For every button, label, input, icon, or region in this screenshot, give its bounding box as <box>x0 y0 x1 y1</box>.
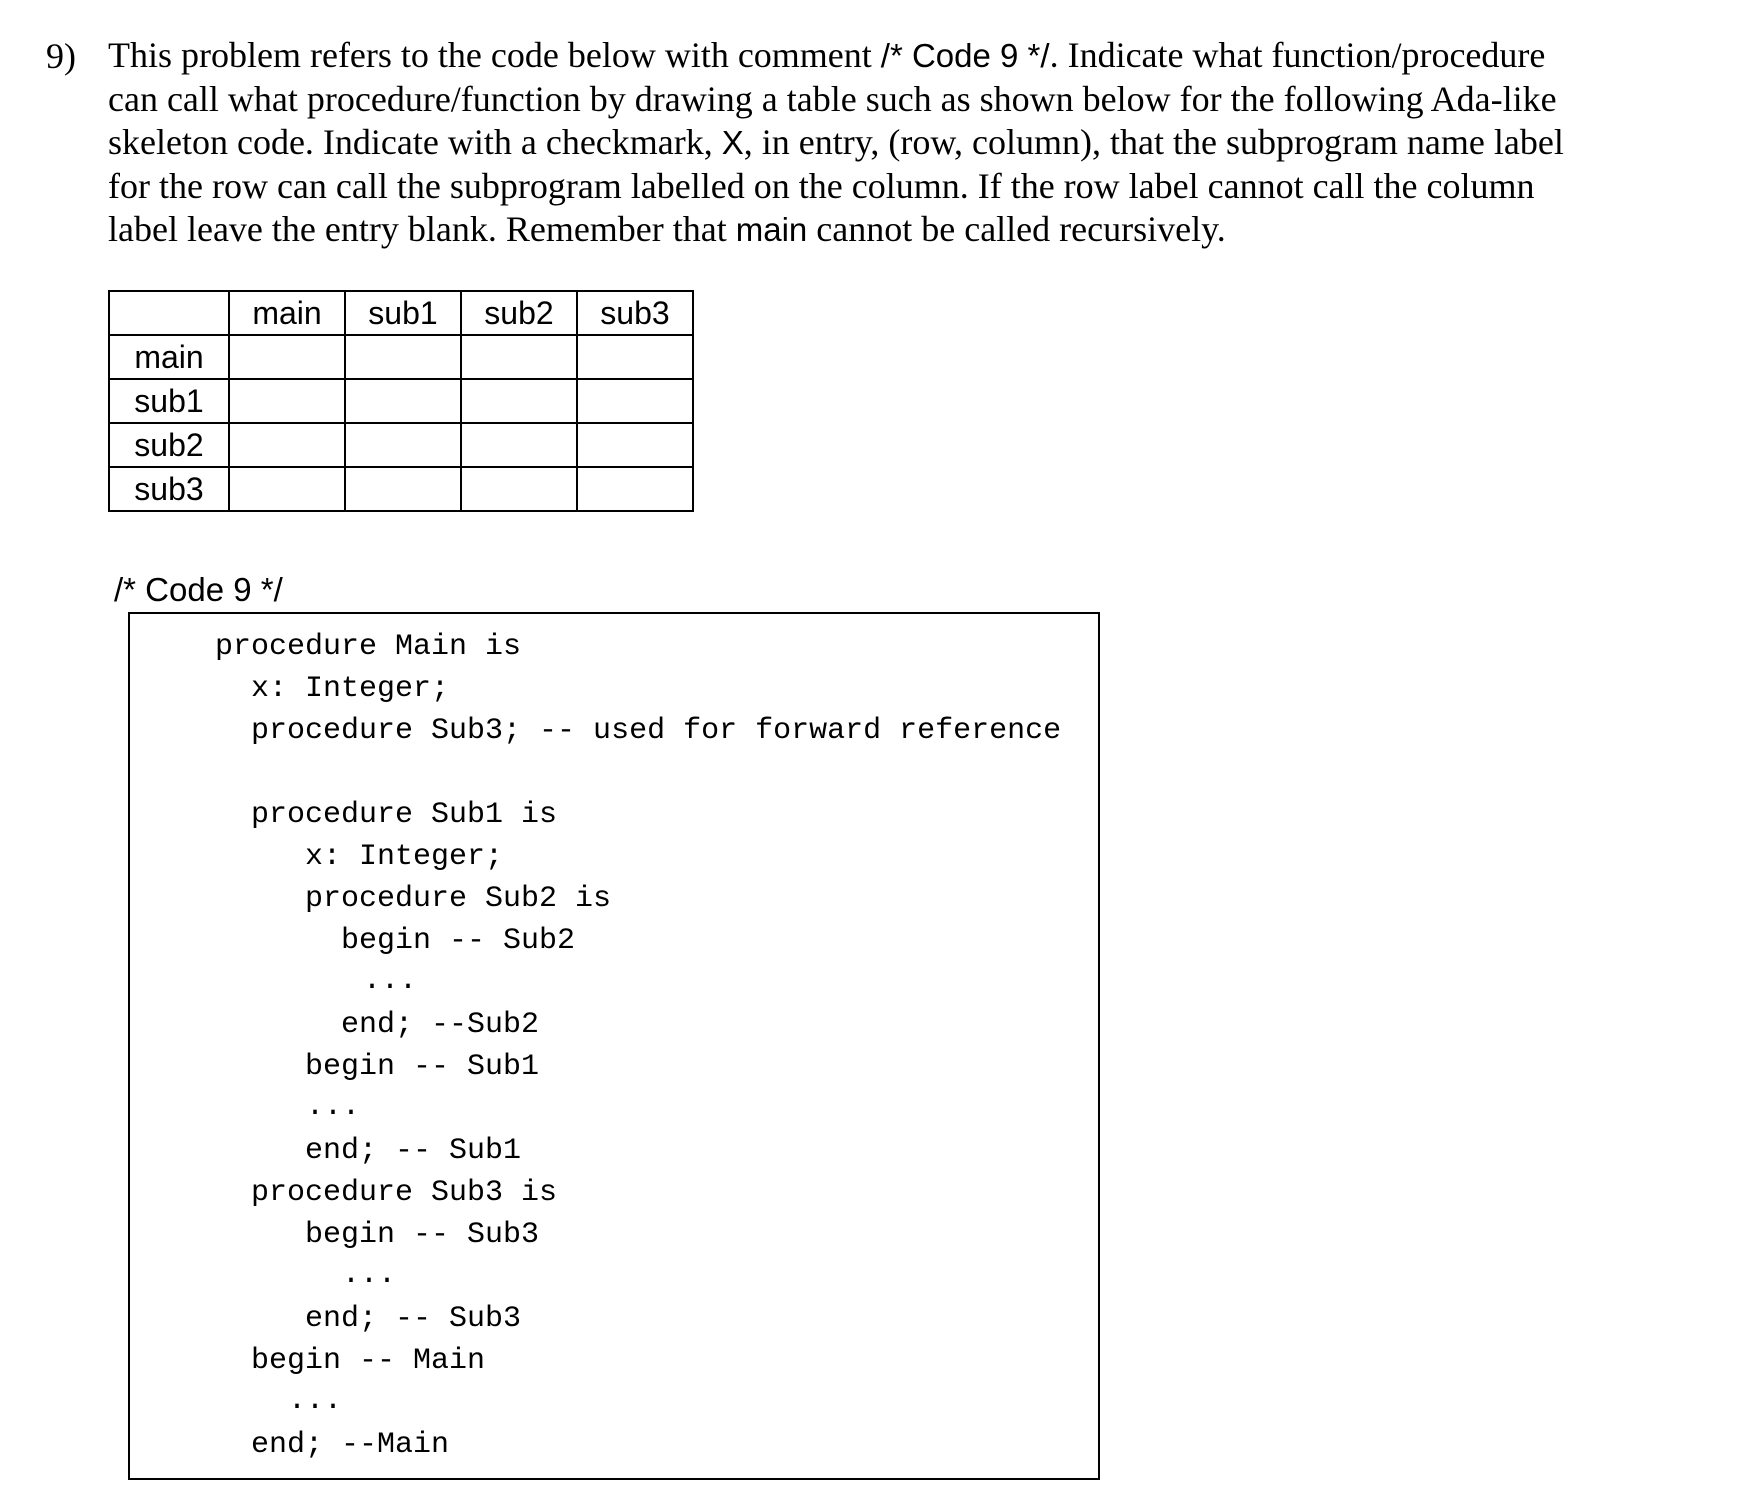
code-line: begin -- Sub3 <box>215 1218 540 1252</box>
code-line: procedure Sub2 is <box>215 882 612 916</box>
table-row <box>109 379 693 423</box>
table-cell <box>461 467 577 511</box>
table-cell <box>577 335 693 379</box>
table-cell <box>577 423 693 467</box>
code-reference: /* Code 9 */ <box>880 37 1050 74</box>
problem-line <box>108 165 1668 209</box>
call-table <box>108 290 694 512</box>
problem-line <box>108 121 1668 165</box>
problem-text-segment: can call what procedure/function by drawing a table such as shown below for the following Ada-like <box>108 78 1557 119</box>
column-header-sub3: sub3 <box>577 291 693 335</box>
code-line: end; --Main <box>215 1428 450 1462</box>
column-header-sub1: sub1 <box>345 291 461 335</box>
column-header-sub2: sub2 <box>461 291 577 335</box>
code-line: end; --Sub2 <box>215 1008 540 1042</box>
code-listing <box>130 614 1062 1462</box>
problem-number: 9) <box>46 36 76 76</box>
row-header-sub1: sub1 <box>109 379 229 423</box>
table-cell <box>577 379 693 423</box>
problem-text-segment: cannot be called recursively. <box>807 209 1226 249</box>
problem-text-segment: , in entry, (row, column), that the subprogram name label <box>743 122 1564 162</box>
table-row <box>109 335 693 379</box>
problem-line <box>108 208 1668 252</box>
table-cell <box>577 467 693 511</box>
code-box <box>128 612 1100 1480</box>
code-line: begin -- Main <box>215 1344 486 1378</box>
problem-text-segment: . Indicate what function/procedure <box>1049 35 1546 75</box>
column-header-main: main <box>229 291 345 335</box>
table-cell <box>345 379 461 423</box>
problem-text-segment: label leave the entry blank. Remember that <box>108 209 736 249</box>
code-line: end; -- Sub1 <box>215 1134 522 1168</box>
table-cell <box>461 335 577 379</box>
table-cell <box>345 335 461 379</box>
code-line: procedure Main is <box>215 630 522 664</box>
problem-line <box>108 34 1668 78</box>
code-line: x: Integer; <box>215 672 450 706</box>
row-header-main: main <box>109 335 229 379</box>
code-ellipsis: ... <box>363 964 418 998</box>
table-header-row <box>109 291 693 335</box>
table-cell <box>461 423 577 467</box>
code-line: x: Integer; <box>215 840 504 874</box>
code-line: end; -- Sub3 <box>215 1302 522 1336</box>
code-line: begin -- Sub1 <box>215 1050 540 1084</box>
table-cell <box>229 423 345 467</box>
problem-text <box>108 34 1668 252</box>
problem-text-segment: This problem refers to the code below with comment <box>108 35 881 75</box>
code-line: begin -- Sub2 <box>215 924 576 958</box>
table-cell <box>345 423 461 467</box>
table-cell <box>461 379 577 423</box>
problem-text-segment: skeleton code. Indicate with a checkmark, <box>108 122 722 162</box>
table-row <box>109 423 693 467</box>
code-ellipsis: ... <box>288 1384 343 1418</box>
code-line: procedure Sub1 is <box>215 798 558 832</box>
checkmark-symbol: X <box>721 124 744 161</box>
table-cell <box>229 335 345 379</box>
table-row <box>109 467 693 511</box>
row-header-sub3: sub3 <box>109 467 229 511</box>
problem-line <box>108 78 1668 122</box>
table-cell <box>229 467 345 511</box>
code-line: procedure Sub3; -- used for forward reference <box>215 714 1062 748</box>
row-header-sub2: sub2 <box>109 423 229 467</box>
code-caption: /* Code 9 */ <box>114 571 283 608</box>
table-cell <box>345 467 461 511</box>
code-ellipsis: ... <box>306 1090 361 1124</box>
code-ellipsis: ... <box>342 1258 397 1292</box>
code-line: procedure Sub3 is <box>215 1176 558 1210</box>
problem-text-segment: for the row can call the subprogram labelled on the column. If the row label cannot call the column <box>108 165 1535 206</box>
table-cell <box>229 379 345 423</box>
main-keyword: main <box>735 211 808 248</box>
table-corner-cell <box>109 291 229 335</box>
